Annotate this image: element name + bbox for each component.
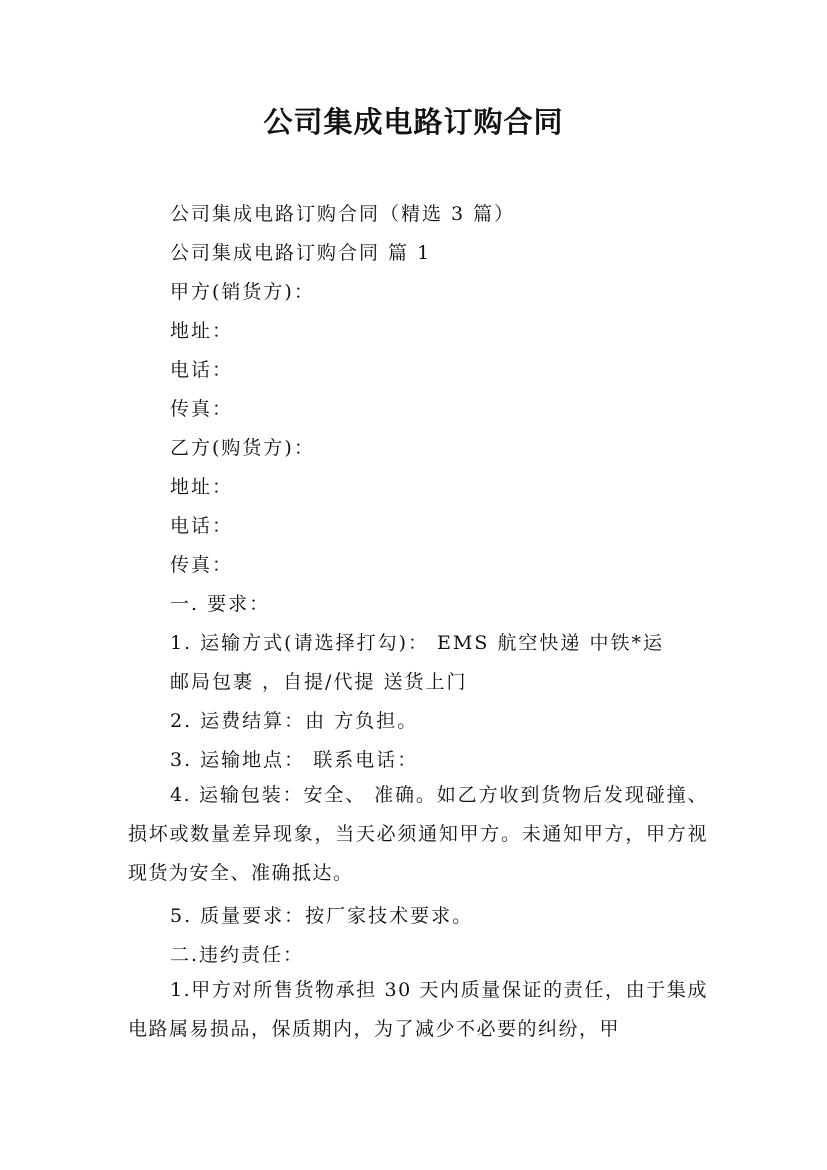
liability-1: 1.甲方对所售货物承担 30 天内质量保证的责任，由于集成电路属易损品，保质期内，为了减少不必要的纠纷，甲 bbox=[128, 979, 708, 1040]
party-b-fax: 传真： bbox=[170, 554, 234, 576]
party-b-phone: 电话： bbox=[170, 515, 234, 537]
requirements-heading: 一. 要求： bbox=[170, 593, 271, 615]
section-heading: 公司集成电路订购合同 篇 1 bbox=[170, 242, 432, 264]
requirement-4: 4. 运输包装：安全、 准确。如乙方收到货物后发现碰撞、损坏或数量差异现象，当天必须通知甲方。未通知甲方，甲方视现货为安全、准确抵达。 bbox=[128, 784, 708, 884]
party-b-label: 乙方(购货方)： bbox=[170, 437, 315, 459]
document-title: 公司集成电路订购合同 bbox=[263, 105, 564, 139]
party-b-address: 地址： bbox=[170, 476, 234, 498]
party-a-fax: 传真： bbox=[170, 398, 234, 420]
requirement-1-line-1: 1. 运输方式(请选择打勾)： EMS 航空快递 中铁*运 bbox=[170, 632, 664, 654]
requirement-3: 3. 运输地点： 联系电话： bbox=[170, 749, 419, 771]
party-a-address: 地址： bbox=[170, 320, 234, 342]
requirement-1-line-2: 邮局包裹 ，自提/代提 送货上门 bbox=[170, 671, 468, 693]
party-a-label: 甲方(销货方)： bbox=[170, 281, 315, 303]
liability-heading: 二.违约责任： bbox=[170, 944, 305, 966]
requirement-5: 5. 质量要求：按厂家技术要求。 bbox=[170, 905, 474, 927]
party-a-phone: 电话： bbox=[170, 359, 234, 381]
requirement-2: 2. 运费结算：由 方负担。 bbox=[170, 710, 419, 732]
subtitle: 公司集成电路订购合同（精选 3 篇） bbox=[170, 203, 516, 225]
